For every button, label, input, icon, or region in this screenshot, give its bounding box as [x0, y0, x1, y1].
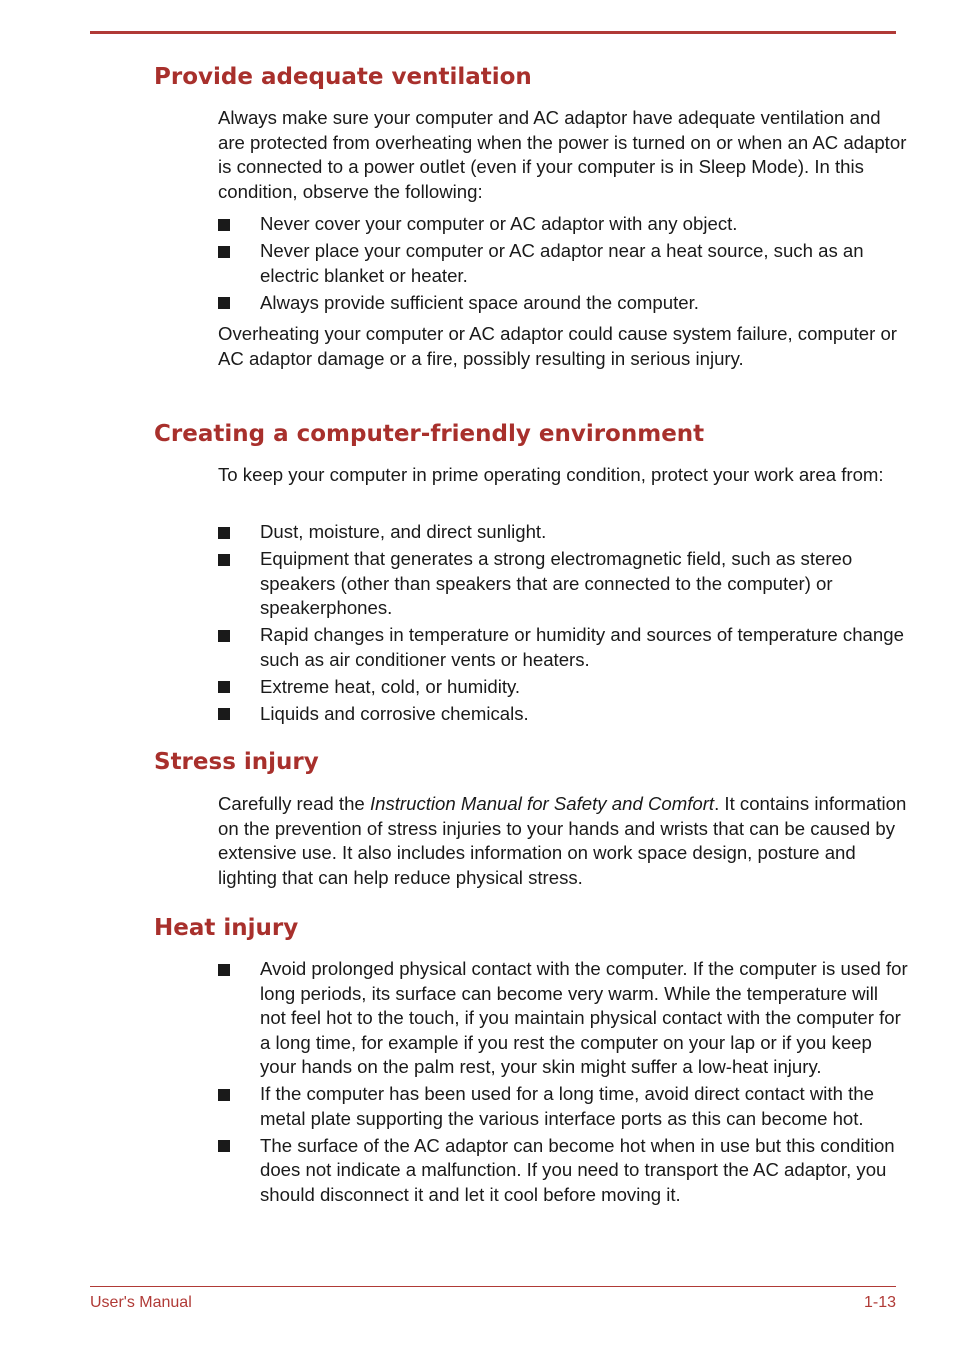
heading-heat-injury: Heat injury: [154, 915, 299, 941]
list-item: If the computer has been used for a long time, avoid direct contact with the metal plate supporting the various interface ports as this can become hot.: [218, 1082, 908, 1131]
heading-provide-adequate-ventilation: Provide adequate ventilation: [154, 64, 532, 90]
bullet-square-icon: [218, 964, 230, 976]
environment-intro: To keep your computer in prime operating condition, protect your work area from:: [218, 464, 884, 485]
heat-injury-bullet-list: [218, 957, 908, 1210]
list-item: Never place your computer or AC adaptor near a heat source, such as an electric blanket or heater.: [218, 239, 908, 288]
heading-stress-injury: Stress injury: [154, 749, 319, 775]
bullet-square-icon: [218, 681, 230, 693]
header-rule: [90, 31, 896, 34]
list-item: Rapid changes in temperature or humidity and sources of temperature change such as air conditioner vents or heaters.: [218, 623, 908, 672]
footer-manual-title: User's Manual: [90, 1294, 192, 1311]
stress-injury-paragraph: Carefully read the Instruction Manual for Safety and Comfort. It contains information on the prevention of stress injuries to your hands and wrists that can be caused by extensive use. It also includes information on work space design, posture and lighting that can help reduce physical stress.: [218, 793, 907, 888]
ventilation-bullet-list: [218, 212, 908, 318]
list-item: Avoid prolonged physical contact with the computer. If the computer is used for long periods, its surface can become very warm. While the temperature will not feel hot to the touch, if you maintain physical contact with the computer for a long time, for example if you rest the computer on your lap or if you keep your hands on the palm rest, your skin might suffer a low-heat injury.: [218, 957, 908, 1080]
bullet-square-icon: [218, 554, 230, 566]
list-item: Never cover your computer or AC adaptor with any object.: [218, 212, 908, 237]
list-item: Equipment that generates a strong electromagnetic field, such as stereo speakers (other than speakers that are connected to the computer) or speakerphones.: [218, 547, 908, 621]
bullet-square-icon: [218, 1140, 230, 1152]
list-item: Dust, moisture, and direct sunlight.: [218, 520, 908, 545]
bullet-square-icon: [218, 1089, 230, 1101]
environment-bullet-list: [218, 520, 908, 729]
bullet-square-icon: [218, 246, 230, 258]
list-item: Extreme heat, cold, or humidity.: [218, 675, 908, 700]
list-item: The surface of the AC adaptor can become hot when in use but this condition does not indicate a malfunction. If you need to transport the AC adaptor, you should disconnect it and let it cool before moving it.: [218, 1134, 908, 1208]
ventilation-outro: Overheating your computer or AC adaptor could cause system failure, computer or AC adaptor damage or a fire, possibly resulting in serious injury.: [218, 323, 897, 369]
manual-title: Instruction Manual for Safety and Comfort: [369, 793, 715, 814]
list-item: Always provide sufficient space around the computer.: [218, 291, 908, 316]
bullet-square-icon: [218, 708, 230, 720]
list-item: Liquids and corrosive chemicals.: [218, 702, 908, 727]
heading-computer-friendly-environment: Creating a computer-friendly environment: [154, 421, 705, 447]
footer-rule: [90, 1286, 896, 1287]
bullet-square-icon: [218, 630, 230, 642]
bullet-square-icon: [218, 527, 230, 539]
ventilation-intro: Always make sure your computer and AC adaptor have adequate ventilation and are protected from overheating when the power is turned on or when an AC adaptor is connected to a power outlet (even if your computer is in Sleep Mode). In this condition, observe the following:: [218, 107, 907, 202]
bullet-square-icon: [218, 297, 230, 309]
page-number: 1-13: [863, 1294, 896, 1311]
bullet-square-icon: [218, 219, 230, 231]
